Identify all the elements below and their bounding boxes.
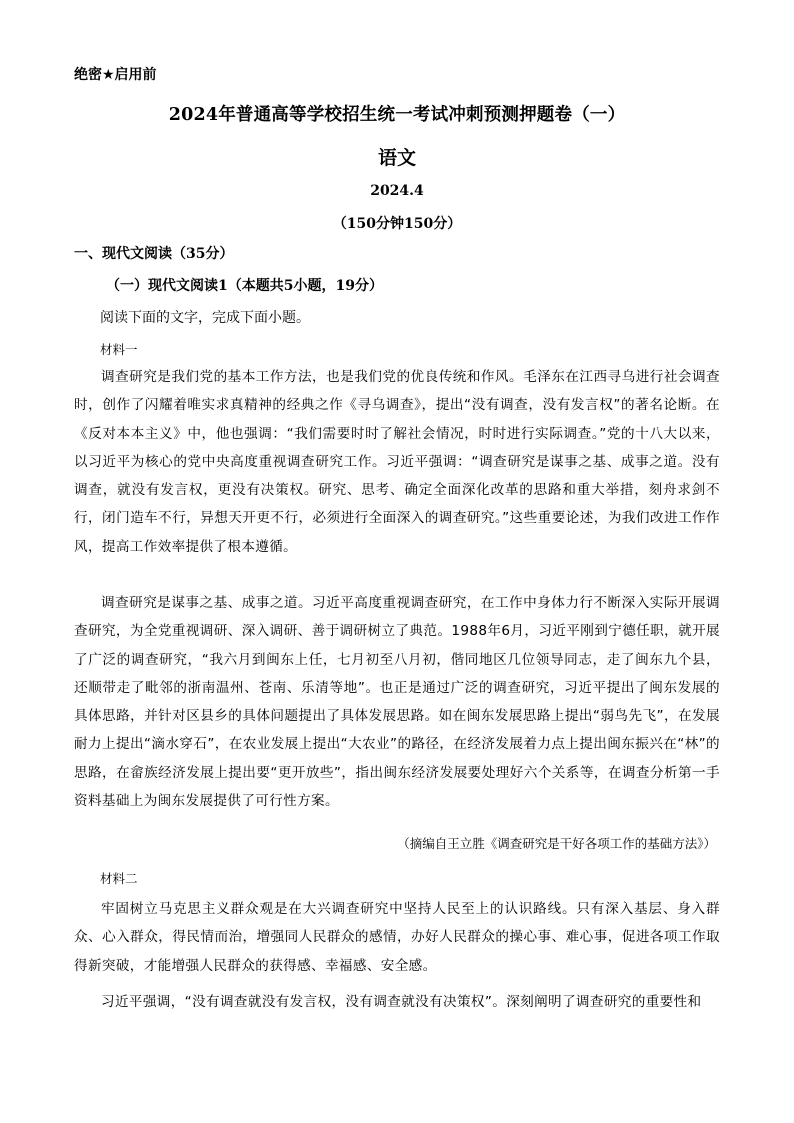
exam-duration: （150分钟150分） xyxy=(332,216,462,232)
material-one-paragraph: 调查研究是我们党的基本工作方法，也是我们党的优良传统和作风。毛泽东在江西寻乌进行社会调查时，创作了闪耀着唯实求真精神的经典之作《寻乌调查》，提出“没有调查，没有发言权”的著名论断。在《反对本本主义》中，他也强调：“我们需要时时了解社会情况，时时进行实际调查。”党的十八大以来，以习近平为核心的党中央高度重视调查研究工作。习近平强调：“调查研究是谋事之基、成事之道。没有调查，就没有发言权，更没有决策权。研究、思考、确定全面深化改革的思路和重大举措，刻舟求剑不行，闭门造车不行，异想天开更不行，必须进行全面深入的调查研究。”这些重要论述，为我们改进工作作风，提高工作效率提供了根本遵循。 xyxy=(74,369,720,555)
secret-label: 绝密★启用前 xyxy=(74,67,157,83)
material-two-paragraph: 牢固树立马克思主义群众观是在大兴调查研究中坚持人民至上的认识路线。只有深入基层、身入群众、心入群众，得民情而治，增强同人民群众的感情，办好人民群众的操心事、难心事，促进各项工作取得新突破，才能增强人民群众的获得感、幸福感、安全感。 xyxy=(74,901,720,974)
material-one-label: 材料一 xyxy=(100,342,138,357)
exam-date: 2024.4 xyxy=(370,183,424,199)
subject-title: 语文 xyxy=(377,147,416,169)
exam-title: 2024年普通高等学校招生统一考试冲刺预测押题卷（一） xyxy=(168,105,626,125)
material-two-paragraph: 习近平强调，“没有调查就没有发言权，没有调查就没有决策权”。深刻阐明了调查研究的重要性和 xyxy=(101,994,702,1010)
material-one-paragraph: 调查研究是谋事之基、成事之道。习近平高度重视调查研究，在工作中身体力行不断深入实际开展调查研究，为全党重视调研、深入调研、善于调研树立了典范。1988年6月，习近平刚到宁德任职，就开展了广泛的调查研究，“我六月到闽东上任，七月初至八月初，偕同地区几位领导同志，走了闽东九个县，还顺带走了毗邻的浙南温州、苍南、乐清等地”。也正是通过广泛的调查研究，习近平提出了闽东发展的具体思路，并针对区县乡的具体问题提出了具体发展思路。如在闽东发展思路上提出“弱鸟先飞”，在发展耐力上提出“滴水穿石”，在农业发展上提出“大农业”的路径，在经济发展着力点上提出闽东振兴在“林”的思路，在畲族经济发展上提出要“更开放些”，指出闽东经济发展要处理好六个关系等，在调查分析第一手资料基础上为闽东发展提供了可行性方案。 xyxy=(74,595,720,810)
reading-instruction: 阅读下面的文字，完成下面小题。 xyxy=(100,310,310,326)
subsection-heading: （一）现代文阅读1（本题共5小题，19分） xyxy=(106,278,383,294)
section-heading: 一、现代文阅读（35分） xyxy=(74,246,234,262)
material-two-label: 材料二 xyxy=(100,871,138,886)
material-one-source: （摘编自王立胜《调查研究是干好各项工作的基础方法》） xyxy=(397,836,716,851)
